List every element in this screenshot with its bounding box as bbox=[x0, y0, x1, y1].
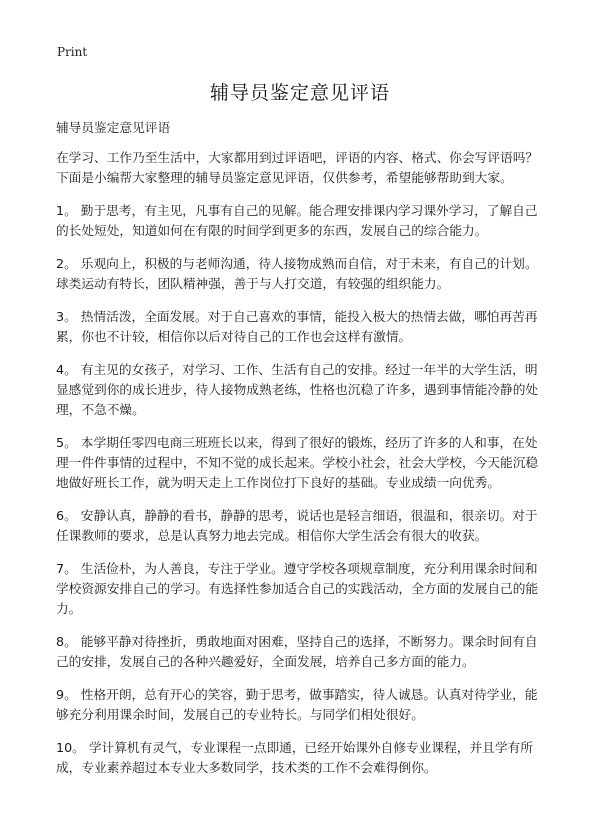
intro-paragraph: 在学习、工作乃至生活中，大家都用到过评语吧，评语的内容、格式、你会写评语吗？下面是小编帮大家整理的辅导员鉴定意见评语，仅供参考，希望能够帮助到大家。 bbox=[56, 150, 539, 185]
list-item: 9。 性格开朗，总有开心的笑容，勤于思考，做事踏实，待人诚恳。认真对待学业，能够充分利用课余时间，发展自己的专业特长。与同学们相处很好。 bbox=[56, 687, 538, 722]
list-item: 2。 乐观向上，积极的与老师沟通，待人接物成熟而自信，对于未来，有自己的计划。球类运动有特长，团队精神强，善于与人打交道，有较强的组织能力。 bbox=[56, 256, 538, 291]
list-item: 7。 生活俭朴，为人善良，专注于学业。遵守学校各项规章制度，充分利用课余时间和学校资源安排自己的学习。有选择性参加适合自己的实践活动，全方面的发展自己的能力。 bbox=[56, 561, 539, 616]
list-item: 5。 本学期任零四电商三班班长以来，得到了很好的锻炼，经历了许多的人和事，在处理一件件事情的过程中，不知不觉的成长起来。学校小社会，社会大学校，今天能沉稳地做好班长工作，就为明天走上工作岗位打下良好的基础。专业成绩一向优秀。 bbox=[56, 435, 539, 490]
subtitle: 辅导员鉴定意见评语 bbox=[56, 120, 171, 135]
page-title: 辅导员鉴定意见评语 bbox=[209, 82, 390, 104]
list-item: 1。 勤于思考，有主见，凡事有自己的见解。能合理安排课内学习课外学习，了解自己的长处短处，知道如何在有限的时间学到更多的东西，发展自己的综合能力。 bbox=[56, 203, 538, 238]
print-link[interactable]: Print bbox=[57, 45, 88, 59]
list-item: 8。 能够平静对待挫折，勇敢地面对困难，坚持自己的选择，不断努力。课余时间有自己的安排，发展自己的各种兴趣爱好，全面发展，培养自己多方面的能力。 bbox=[56, 634, 538, 669]
document-body bbox=[56, 118, 550, 791]
list-item: 10。 学计算机有灵气，专业课程一点即通，已经开始课外自修专业课程，并且学有所成，专业素养超过本专业大多数同学，技术类的工作不会难得倒你。 bbox=[56, 740, 533, 775]
list-item: 6。 安静认真，静静的看书，静静的思考，说话也是轻言细语，很温和，很亲切。对于任课教师的要求，总是认真努力地去完成。相信你大学生活会有很大的收获。 bbox=[56, 508, 538, 543]
list-item: 3。 热情活泼，全面发展。对于自己喜欢的事情，能投入极大的热情去做，哪怕再苦再累，你也不计较，相信你以后对待自己的工作也会这样有激情。 bbox=[56, 309, 538, 344]
list-item: 4。 有主见的女孩子，对学习、工作、生活有自己的安排。经过一年半的大学生活，明显感觉到你的成长进步，待人接物成熟老练，性格也沉稳了许多，遇到事情能冷静的处理，不急不燥。 bbox=[56, 362, 539, 417]
